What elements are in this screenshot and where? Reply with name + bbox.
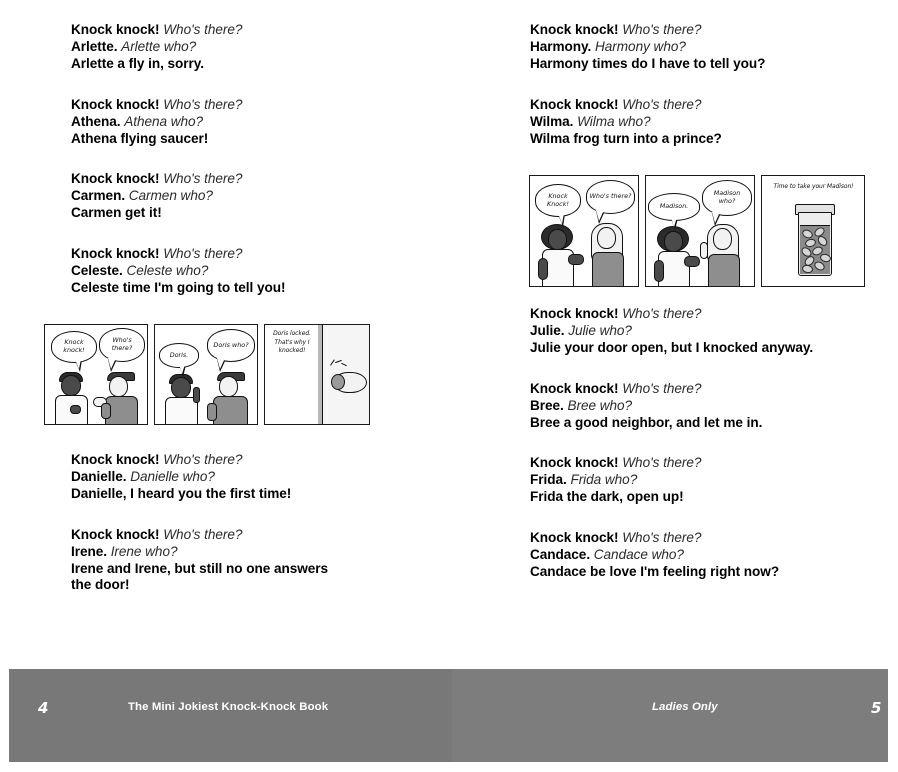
joke-opener-italic: Who's there? (622, 22, 702, 37)
joke-name-line (71, 39, 401, 56)
joke-name-bold: Julie. (530, 322, 565, 338)
joke-name-line (530, 472, 862, 489)
joke-name-line (530, 547, 862, 564)
joke-name-bold: Irene. (71, 543, 107, 559)
joke-item (71, 97, 401, 148)
joke-opener-bold: Knock knock! (71, 171, 160, 187)
speech-bubble-tail-fill-icon (671, 217, 677, 227)
comic-panel-3 (264, 324, 370, 425)
speech-bubble-tail-fill-icon (596, 210, 604, 221)
speech-bubble-tail-fill-icon (558, 213, 564, 224)
character-head (219, 376, 238, 397)
joke-name-line (530, 398, 862, 415)
joke-opener-bold: Knock knock! (530, 455, 619, 471)
speech-bubble-doris-who: Doris who? (207, 329, 255, 362)
joke-item (530, 455, 862, 506)
joke-opener (71, 452, 401, 469)
character-head (171, 377, 191, 398)
character-arm (101, 403, 111, 419)
joke-item (71, 22, 401, 73)
joke-name-italic: Julie who? (568, 322, 632, 338)
joke-punchline: Celeste time I'm going to tell you! (71, 279, 286, 295)
joke-opener-italic: Who's there? (163, 22, 243, 37)
speech-bubble-knock-knock: Knock Knock! (535, 184, 581, 217)
joke-name-italic: Carmen who? (128, 188, 213, 204)
joke-opener-bold: Knock knock! (530, 380, 619, 396)
joke-name-line (71, 469, 401, 486)
page-number-right: 5 (871, 699, 882, 717)
joke-opener-bold: Knock knock! (530, 530, 619, 546)
comic-panel-1 (44, 324, 148, 425)
character-hand (568, 254, 584, 265)
joke-punchline: Frida the dark, open up! (530, 489, 684, 505)
joke-name-line (530, 114, 862, 131)
comic-panel-1 (529, 175, 639, 287)
knuckle (331, 374, 345, 390)
joke-name-italic: Danielle who? (130, 468, 215, 484)
character-head (597, 227, 616, 249)
speech-bubble-whos-there: Who's there? (99, 328, 145, 362)
speech-bubble-tail-fill-icon (712, 212, 720, 223)
joke-opener-bold: Knock knock! (71, 22, 160, 37)
joke-item (530, 306, 862, 357)
joke-opener (71, 527, 401, 544)
joke-name-italic: Wilma who? (577, 113, 651, 129)
joke-opener-italic: Who's there? (622, 96, 702, 112)
joke-opener-italic: Who's there? (622, 380, 702, 396)
joke-name-italic: Celeste who? (126, 263, 209, 279)
joke-item (530, 97, 862, 148)
footer-bar-left-half (9, 669, 452, 762)
comic-panel-2 (645, 175, 755, 287)
joke-name-bold: Athena. (71, 113, 121, 129)
joke-punchline: Julie your door open, but I knocked anyway. (530, 339, 814, 355)
joke-opener-bold: Knock knock! (530, 306, 619, 321)
joke-item (71, 246, 401, 297)
speech-bubble-knock-knock: Knock knock! (51, 331, 97, 363)
pill-bottle-body (798, 212, 832, 276)
character-arm (654, 260, 664, 282)
joke-name-italic: Irene who? (110, 543, 178, 559)
joke-item (71, 171, 401, 222)
joke-name-bold: Danielle. (71, 468, 127, 484)
footer-bar (9, 669, 888, 762)
joke-opener-italic: Who's there? (622, 530, 702, 546)
character-hand (70, 405, 81, 414)
right-page-joke-column-bottom (530, 306, 862, 581)
character-head (713, 228, 732, 250)
joke-opener-italic: Who's there? (163, 526, 243, 542)
page-number-left: 4 (38, 699, 49, 717)
joke-name-bold: Celeste. (71, 263, 123, 279)
joke-opener-bold: Knock knock! (71, 96, 160, 112)
speech-bubble-tail-fill-icon (179, 364, 185, 374)
joke-name-bold: Candace. (530, 547, 591, 563)
joke-name-italic: Bree who? (567, 397, 633, 413)
character-head (61, 375, 81, 396)
character-arm (538, 258, 548, 280)
joke-punchline: Harmony times do I have to tell you? (530, 55, 766, 71)
joke-name-bold: Frida. (530, 472, 567, 488)
comic-panel-2 (154, 324, 258, 425)
joke-name-bold: Arlette. (71, 38, 118, 54)
joke-name-bold: Bree. (530, 397, 564, 413)
joke-name-italic: Harmony who? (595, 38, 686, 54)
speech-bubble-doris: Doris. (159, 343, 199, 368)
speech-bubble-whos-there: Who's there? (586, 180, 635, 214)
speech-bubble-tail-fill-icon (108, 358, 116, 369)
running-head-right: Ladies Only (652, 701, 718, 713)
joke-opener (71, 97, 401, 114)
joke-name-line (530, 39, 862, 56)
joke-opener-bold: Knock knock! (530, 96, 619, 112)
comic-panel-3 (761, 175, 865, 287)
joke-opener-italic: Who's there? (622, 306, 702, 321)
joke-opener-bold: Knock knock! (530, 22, 619, 37)
joke-opener (530, 381, 862, 398)
joke-name-line (71, 544, 401, 561)
speech-bubble-tail-fill-icon (217, 358, 225, 369)
joke-opener (71, 171, 401, 188)
joke-opener (530, 455, 862, 472)
right-page-joke-column-top (530, 22, 862, 147)
joke-opener (530, 97, 862, 114)
joke-name-line (71, 263, 401, 280)
speech-bubble-tail-fill-icon (75, 359, 81, 369)
joke-opener-bold: Knock knock! (71, 246, 160, 262)
joke-name-italic: Arlette who? (121, 38, 197, 54)
joke-name-bold: Carmen. (71, 188, 126, 204)
joke-opener-italic: Who's there? (163, 96, 243, 112)
joke-name-italic: Candace who? (593, 547, 684, 563)
joke-opener-bold: Knock knock! (71, 526, 160, 542)
joke-name-line (530, 323, 862, 340)
speech-bubble-madison-who: Madison who? (702, 180, 752, 216)
joke-opener-italic: Who's there? (163, 171, 243, 187)
character-head (548, 229, 567, 250)
joke-opener-bold: Knock knock! (71, 452, 160, 467)
joke-punchline: Carmen get it! (71, 205, 162, 221)
right-page (452, 0, 898, 772)
right-page-comic-strip (529, 175, 865, 287)
left-page-joke-column-top (71, 22, 401, 297)
joke-punchline: Arlette a fly in, sorry. (71, 55, 205, 71)
joke-opener-italic: Who's there? (163, 452, 243, 467)
character-body (592, 252, 624, 287)
pills-fill (800, 225, 830, 274)
joke-punchline: Irene and Irene, but still no one answers the door! (71, 560, 329, 593)
joke-item (71, 527, 401, 595)
comic-caption-doris-locked: Doris locked. That's why I knocked! (273, 330, 311, 354)
joke-punchline: Bree a good neighbor, and let me in. (530, 414, 763, 430)
joke-punchline: Danielle, I heard you the first time! (71, 485, 292, 501)
joke-name-bold: Wilma. (530, 113, 574, 129)
joke-opener-italic: Who's there? (163, 246, 243, 262)
joke-opener (530, 306, 862, 323)
character-head (109, 376, 128, 397)
joke-name-italic: Frida who? (570, 472, 638, 488)
joke-opener (530, 22, 862, 39)
character-hand (684, 256, 700, 267)
left-page-joke-column-bottom (71, 452, 401, 594)
joke-opener (530, 530, 862, 547)
joke-name-italic: Athena who? (124, 113, 204, 129)
footer-bar-right-half (452, 669, 888, 762)
left-page-comic-strip (44, 324, 370, 425)
speech-bubble-madison: Madison. (648, 193, 700, 221)
character-pointing-finger (193, 387, 200, 403)
joke-name-line (71, 188, 401, 205)
joke-opener (71, 246, 401, 263)
joke-item (530, 530, 862, 581)
joke-item (530, 22, 862, 73)
joke-punchline: Athena flying saucer! (71, 130, 209, 146)
joke-opener-italic: Who's there? (622, 455, 702, 471)
joke-opener (71, 22, 401, 39)
running-head-left: The Mini Jokiest Knock-Knock Book (128, 701, 329, 713)
joke-punchline: Candace be love I'm feeling right now? (530, 563, 780, 579)
character-pointing-finger (700, 242, 708, 259)
character-body (708, 254, 740, 287)
character-head (664, 231, 683, 252)
comic-caption-take-your-madison: Time to take your Madison! (773, 183, 854, 190)
joke-item (530, 381, 862, 432)
character-arm (207, 403, 217, 421)
joke-name-line (71, 114, 401, 131)
joke-name-bold: Harmony. (530, 38, 592, 54)
joke-item (71, 452, 401, 503)
pill (801, 264, 813, 274)
character-body (213, 396, 248, 425)
joke-punchline: Wilma frog turn into a prince? (530, 130, 722, 146)
